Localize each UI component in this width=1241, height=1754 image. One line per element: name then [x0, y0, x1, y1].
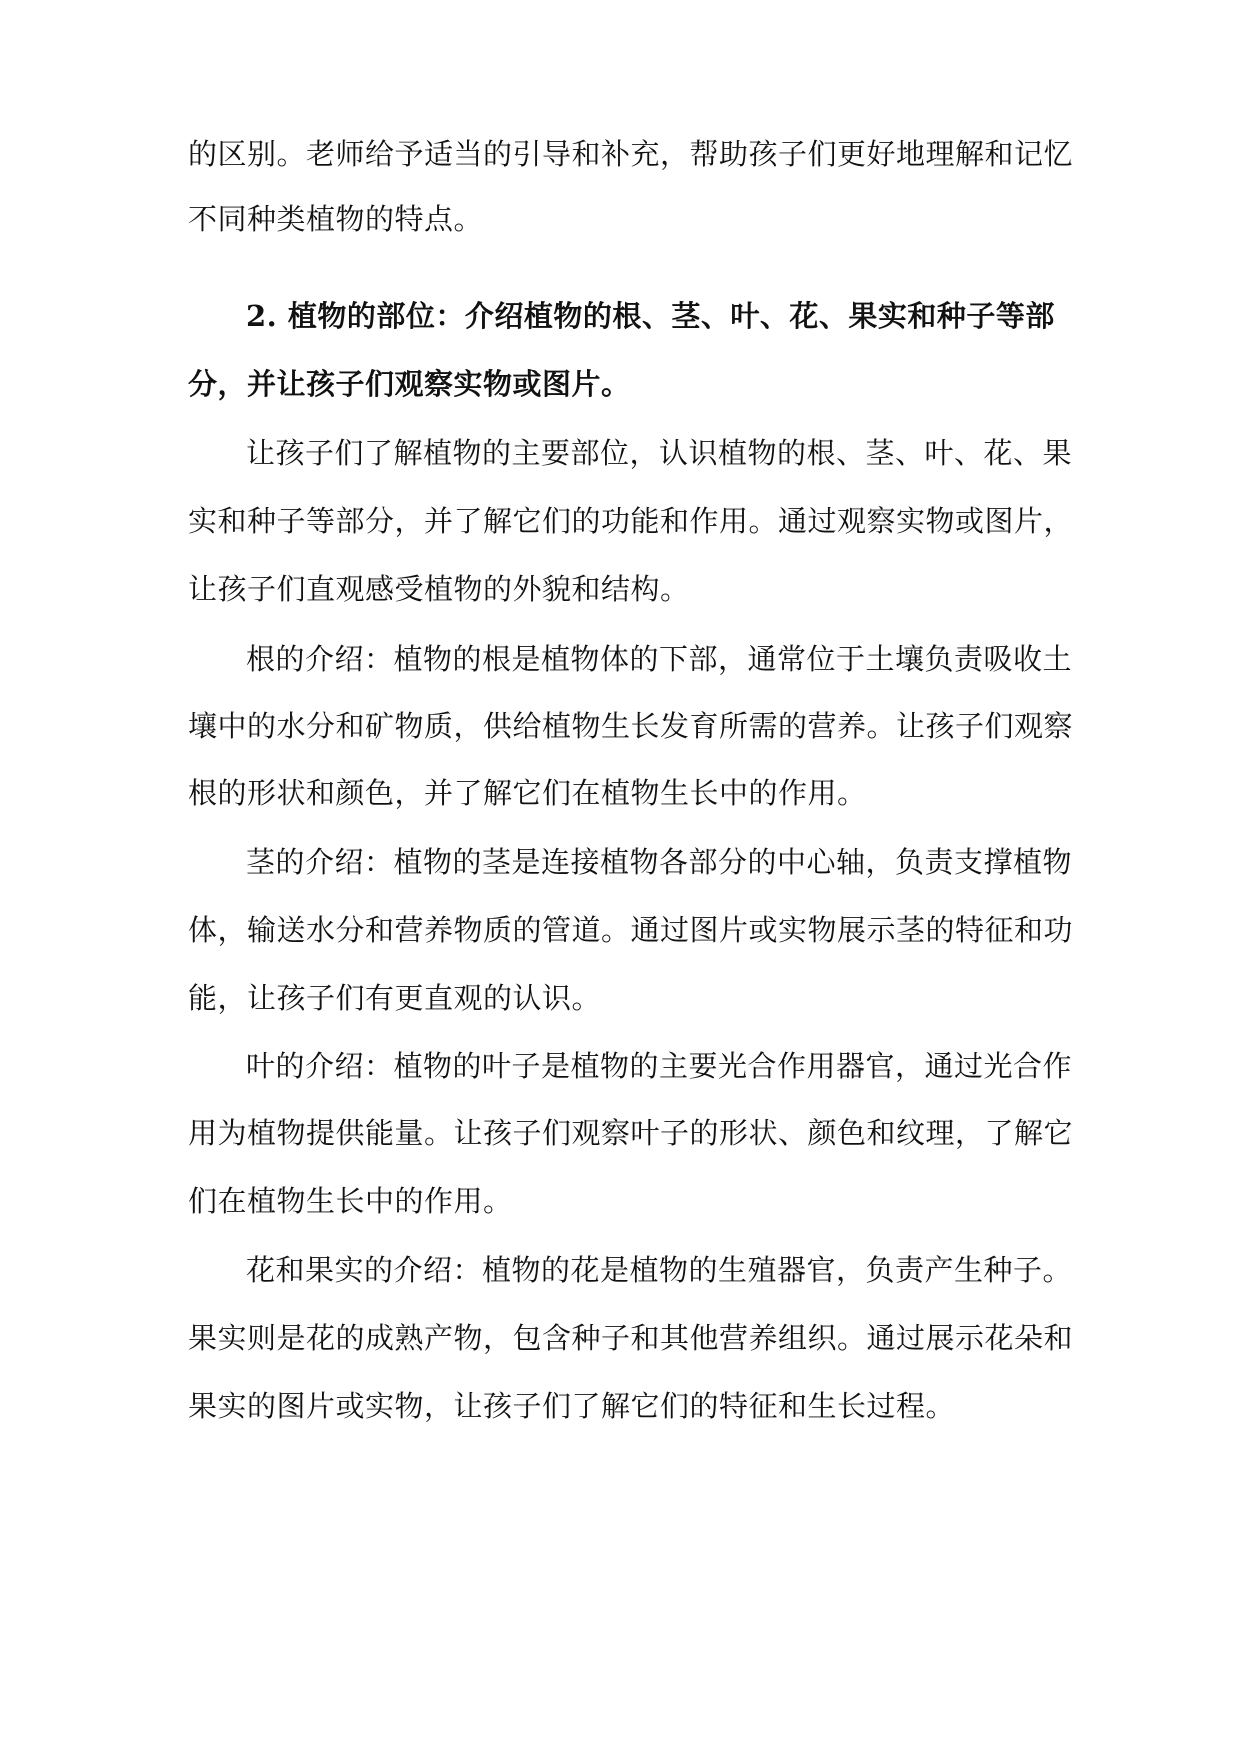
text-line: 不同种类植物的特点。 — [188, 202, 484, 236]
text-line: 实和种子等部分，并了解它们的功能和作用。通过观察实物或图片， — [188, 504, 1074, 538]
text-line: 的区别。老师给予适当的引导和补充，帮助孩子们更好地理解和记忆 — [188, 137, 1074, 171]
text-line: 壤中的水分和矿物质，供给植物生长发育所需的营养。让孩子们观察 — [188, 709, 1074, 743]
text-line: 果实的图片或实物，让孩子们了解它们的特征和生长过程。 — [188, 1389, 956, 1423]
section-heading-line: 2. 植物的部位：介绍植物的根、茎、叶、花、果实和种子等部 — [246, 299, 1055, 333]
text-line: 花和果实的介绍：植物的花是植物的生殖器官，负责产生种子。 — [246, 1253, 1073, 1287]
text-line: 根的介绍：植物的根是植物体的下部，通常位于土壤负责吸收土 — [246, 642, 1073, 676]
text-line: 叶的介绍：植物的叶子是植物的主要光合作用器官，通过光合作 — [246, 1049, 1073, 1083]
text-line: 茎的介绍：植物的茎是连接植物各部分的中心轴，负责支撑植物 — [246, 845, 1073, 879]
text-line: 体，输送水分和营养物质的管道。通过图片或实物展示茎的特征和功 — [188, 913, 1074, 947]
text-line: 用为植物提供能量。让孩子们观察叶子的形状、颜色和纹理，了解它 — [188, 1116, 1074, 1150]
text-line: 让孩子们直观感受植物的外貌和结构。 — [188, 572, 690, 606]
text-line: 让孩子们了解植物的主要部位，认识植物的根、茎、叶、花、果 — [246, 436, 1073, 470]
section-heading-line: 分，并让孩子们观察实物或图片。 — [188, 367, 631, 401]
text-line: 根的形状和颜色，并了解它们在植物生长中的作用。 — [188, 776, 867, 810]
text-line: 果实则是花的成熟产物，包含种子和其他营养组织。通过展示花朵和 — [188, 1321, 1074, 1355]
text-line: 能，让孩子们有更直观的认识。 — [188, 981, 602, 1015]
text-line: 们在植物生长中的作用。 — [188, 1184, 513, 1218]
